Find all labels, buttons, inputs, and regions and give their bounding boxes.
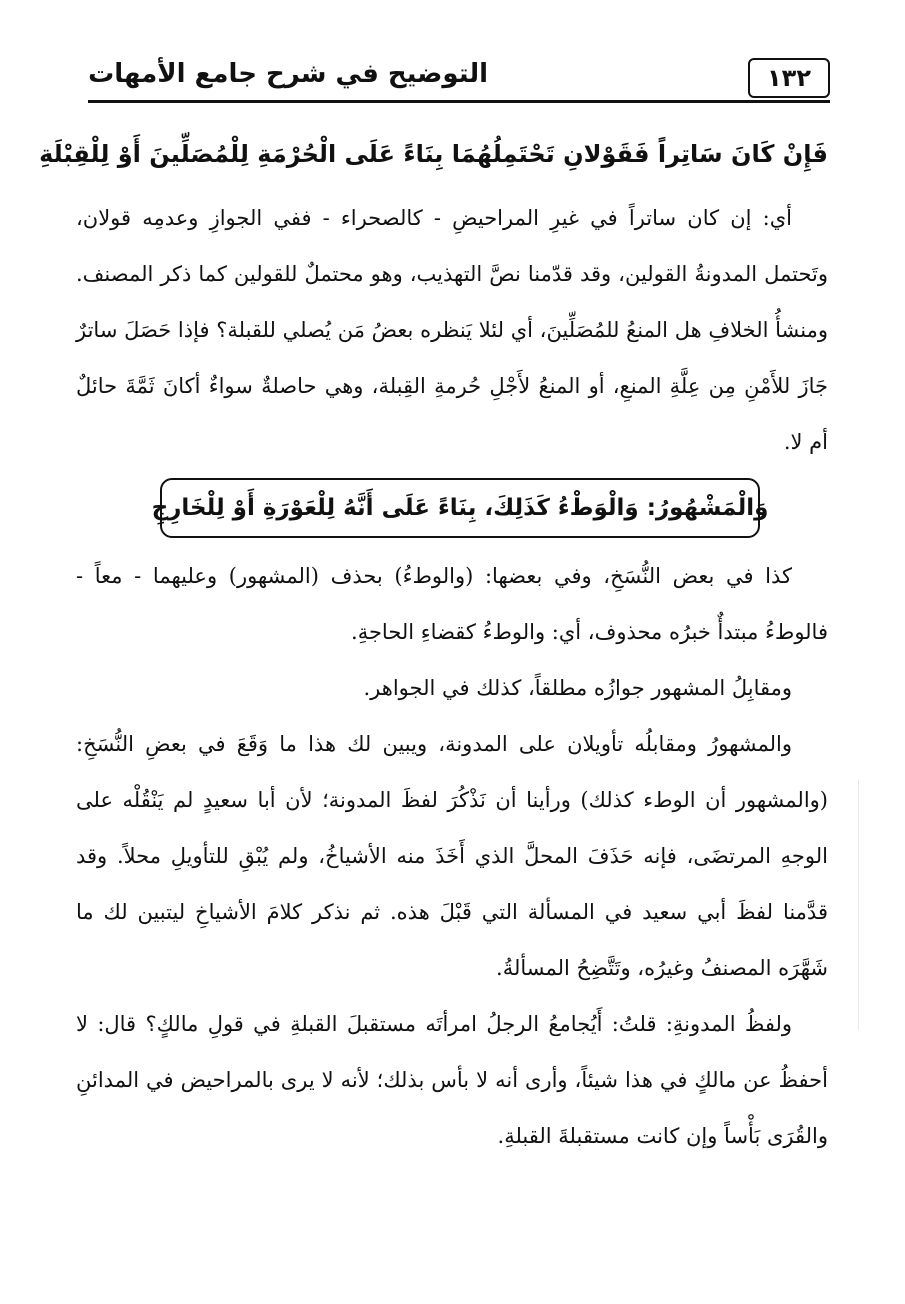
commentary-paragraph-2: كذا في بعض النُّسَخِ، وفي بعضها: (والوطءُ) بحذف (المشهور) وعليهما - معاً - فالوطءُ مبتدأٌ خبرُه محذوف، أي: والوطءُ كقضاءِ الحاجةِ. — [76, 564, 828, 644]
matn-box-2: وَالْمَشْهُورُ: وَالْوَطْءُ كَذَلِكَ، بِنَاءً عَلَى أَنَّهُ لِلْعَوْرَةِ أَوْ لِلْخَارِجِ — [160, 478, 760, 538]
section-1-body — [76, 190, 828, 470]
commentary-paragraph-5: ولفظُ المدونةِ: قلتُ: أَيُجامعُ الرجلُ امرأتَه مستقبلَ القبلةِ في قولِ مالكٍ؟ قال: لا أحفظُ عن مالكٍ في هذا شيئاً، وأرى أنه لا بأس بذلك؛ لأنه لا يرى بالمراحيض في المدائنِ والقُرَى بَأْساً وإن كانت مستقبلةَ القبلةِ. — [76, 1012, 828, 1148]
matn-heading-1: فَإِنْ كَانَ سَاتِراً فَقَوْلانِ تَحْتَمِلُهُمَا بِنَاءً عَلَى الْحُرْمَةِ لِلْمُصَلِّينَ أَوْ لِلْقِبْلَةِ — [39, 140, 828, 168]
section-2-body — [76, 548, 828, 1164]
commentary-paragraph-1: أي: إن كان ساتراً في غيرِ المراحيضِ - كالصحراء - ففي الجوازِ وعدمِه قولان، وتَحتمل المدونةُ القولين، وقد قدّمنا نصَّ التهذيب، وهو محتملٌ للقولين كما ذكر المصنف. ومنشأُ الخلافِ هل المنعُ للمُصَلِّينَ، أي لئلا يَنظره بعضُ مَن يُصلي للقبلة؟ فإذا حَصَلَ ساترٌ جَازَ للأَمْنِ مِن عِلَّةِ المنعِ، أو المنعُ لأَجْلِ حُرمةِ القِبلة، وهي حاصلةٌ سواءٌ أكانَ ثَمَّةَ حائلٌ أم لا. — [76, 206, 828, 454]
margin-line — [858, 780, 859, 1030]
page-number: ١٣٢ — [748, 58, 830, 98]
commentary-paragraph-3: ومقابِلُ المشهور جوازُه مطلقاً، كذلك في الجواهر. — [363, 676, 792, 700]
commentary-paragraph-4: والمشهورُ ومقابلُه تأويلان على المدونة، ويبين لك هذا ما وَقَعَ في بعضِ النُّسَخِ: (والمشهور أن الوطء كذلك) ورأينا أن نَذْكُرَ لفظَ المدونة؛ لأن أبا سعيدٍ لم يَنْقُلْه على الوجهِ المرتضَى، فإنه حَذَفَ المحلَّ الذي أَخَذَ منه الأشياخُ، ولم يُبْقِ للتأويلِ محلاً. وقد قدَّمنا لفظَ أبي سعيد في المسألة التي قَبْلَ هذه. ثم نذكر كلامَ الأشياخِ ليتبين لك ما شَهَّرَه المصنفُ وغيرُه، وتَتَّضِحُ المسألةُ. — [76, 732, 828, 980]
running-title: التوضيح في شرح جامع الأمهات — [88, 59, 488, 89]
section-1 — [39, 128, 828, 180]
header-rule — [88, 100, 830, 103]
